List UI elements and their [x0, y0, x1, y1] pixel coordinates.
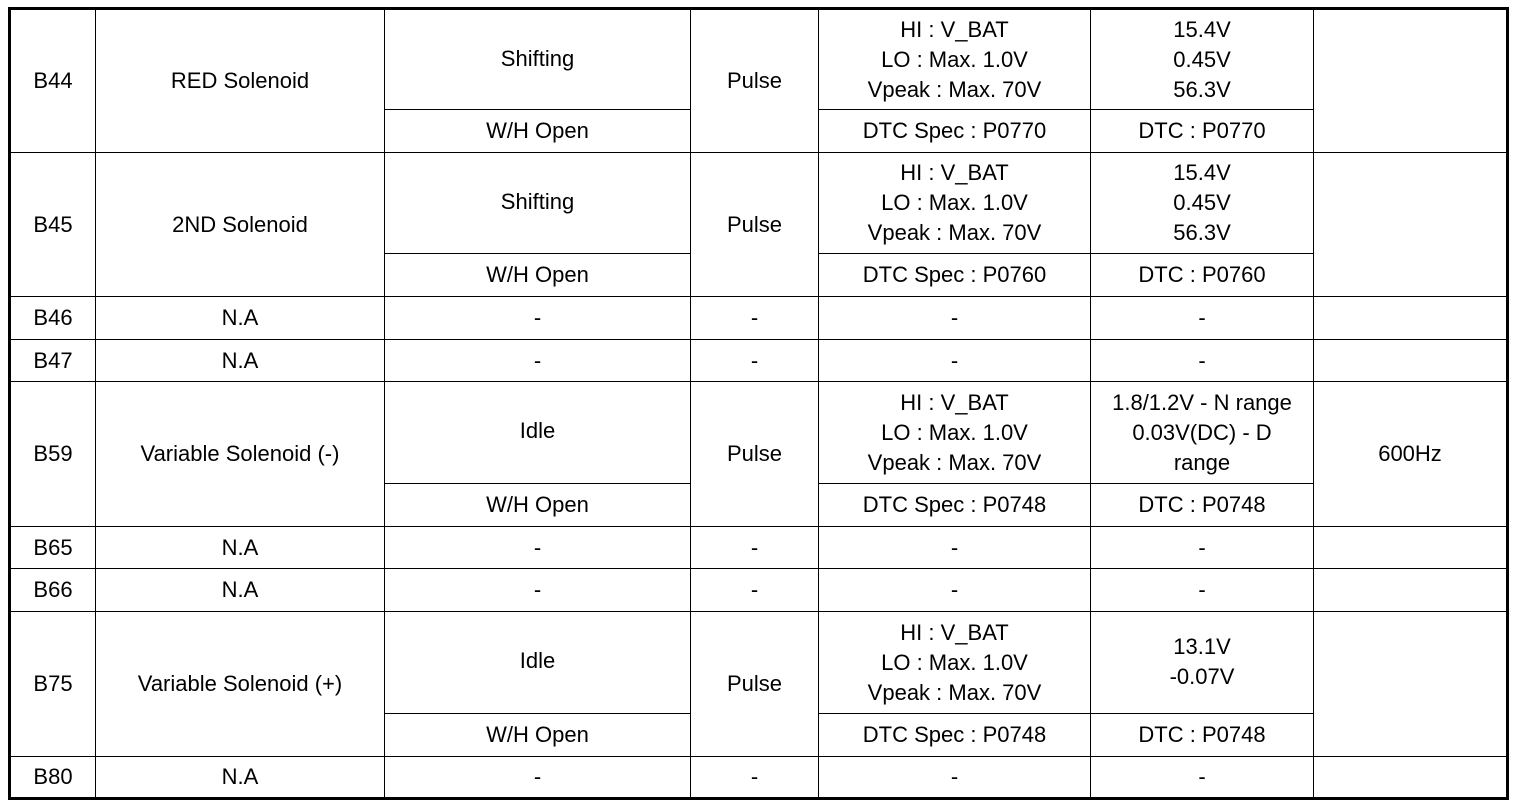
spec-line: HI : V_BAT	[900, 389, 1009, 415]
value-cell: -	[1091, 527, 1314, 569]
remark-cell: 600Hz	[1314, 382, 1508, 527]
pin-cell: B65	[10, 527, 96, 569]
pin-cell: B45	[10, 153, 96, 297]
condition-cell: -	[385, 757, 691, 799]
remark-cell	[1314, 527, 1508, 569]
pin-cell: B75	[10, 612, 96, 757]
spec-line: Vpeak : Max. 70V	[867, 220, 1042, 245]
pin-cell: B44	[10, 9, 96, 153]
remark-cell	[1314, 757, 1508, 799]
pin-cell: B59	[10, 382, 96, 527]
description-cell: N.A	[96, 340, 385, 382]
value-line: 56.3V	[1173, 220, 1231, 245]
condition-cell: W/H Open	[385, 110, 691, 153]
type-cell: Pulse	[691, 9, 819, 153]
condition-cell: -	[385, 340, 691, 382]
table-row	[10, 297, 1508, 340]
condition-cell: Idle	[385, 382, 691, 484]
spec-line: LO : Max. 1.0V	[881, 190, 1028, 215]
spec-cell	[819, 9, 1091, 110]
spec-cell: DTC Spec : P0770	[819, 110, 1091, 153]
condition-cell: W/H Open	[385, 484, 691, 527]
value-line: 0.03V(DC) - D	[1132, 419, 1272, 445]
table-row	[10, 569, 1508, 612]
condition-cell: Shifting	[385, 153, 691, 254]
condition-cell: W/H Open	[385, 254, 691, 297]
value-cell: -	[1091, 340, 1314, 382]
spec-line: LO : Max. 1.0V	[881, 649, 1028, 675]
remark-cell	[1314, 340, 1508, 382]
spec-line: HI : V_BAT	[900, 160, 1009, 185]
value-cell	[1091, 382, 1314, 484]
value-line: 15.4V	[1173, 16, 1231, 42]
spec-line: HI : V_BAT	[900, 16, 1009, 42]
spec-line: Vpeak : Max. 70V	[867, 76, 1042, 102]
pin-spec-table	[8, 7, 1509, 800]
type-cell: Pulse	[691, 382, 819, 527]
spec-cell: -	[819, 297, 1091, 340]
condition-cell: -	[385, 297, 691, 340]
table-row	[10, 757, 1508, 799]
type-cell: -	[691, 569, 819, 612]
value-cell: -	[1091, 757, 1314, 799]
spec-cell	[819, 382, 1091, 484]
remark-cell	[1314, 612, 1508, 757]
value-line: 0.45V	[1173, 46, 1231, 72]
spec-line: LO : Max. 1.0V	[881, 419, 1028, 445]
table-row	[10, 153, 1508, 254]
remark-cell	[1314, 297, 1508, 340]
value-cell: DTC : P0748	[1091, 484, 1314, 527]
value-cell: -	[1091, 297, 1314, 340]
pin-cell: B47	[10, 340, 96, 382]
type-cell: -	[691, 340, 819, 382]
value-cell	[1091, 153, 1314, 254]
value-line: 13.1V	[1173, 634, 1231, 659]
remark-cell	[1314, 569, 1508, 612]
table-row	[10, 9, 1508, 110]
spec-cell: -	[819, 569, 1091, 612]
condition-cell: Shifting	[385, 9, 691, 110]
description-cell: 2ND Solenoid	[96, 153, 385, 297]
value-cell: DTC : P0748	[1091, 714, 1314, 757]
value-line: 15.4V	[1173, 160, 1231, 185]
spec-cell	[819, 153, 1091, 254]
spec-cell: -	[819, 757, 1091, 799]
description-cell: N.A	[96, 527, 385, 569]
spec-line: Vpeak : Max. 70V	[867, 449, 1042, 475]
table-row	[10, 612, 1508, 714]
spec-cell	[819, 612, 1091, 714]
type-cell: Pulse	[691, 612, 819, 757]
spec-cell: -	[819, 340, 1091, 382]
pin-cell: B66	[10, 569, 96, 612]
type-cell: Pulse	[691, 153, 819, 297]
value-line: 1.8/1.2V - N range	[1112, 389, 1292, 415]
value-cell	[1091, 9, 1314, 110]
value-cell: DTC : P0770	[1091, 110, 1314, 153]
spec-line: LO : Max. 1.0V	[881, 46, 1028, 72]
spec-line: HI : V_BAT	[900, 619, 1009, 645]
table-row	[10, 382, 1508, 484]
spec-cell: DTC Spec : P0748	[819, 714, 1091, 757]
condition-cell: -	[385, 527, 691, 569]
pin-cell: B46	[10, 297, 96, 340]
spec-line: Vpeak : Max. 70V	[867, 679, 1042, 705]
remark-cell	[1314, 153, 1508, 297]
type-cell: -	[691, 297, 819, 340]
condition-cell: Idle	[385, 612, 691, 714]
type-cell: -	[691, 757, 819, 799]
spec-cell: DTC Spec : P0760	[819, 254, 1091, 297]
value-line: range	[1173, 449, 1231, 475]
description-cell: N.A	[96, 757, 385, 799]
remark-cell	[1314, 9, 1508, 153]
value-line: 0.45V	[1173, 190, 1231, 215]
description-cell: N.A	[96, 569, 385, 612]
description-cell: Variable Solenoid (+)	[96, 612, 385, 757]
description-cell: N.A	[96, 297, 385, 340]
condition-cell: W/H Open	[385, 714, 691, 757]
condition-cell: -	[385, 569, 691, 612]
spec-cell: DTC Spec : P0748	[819, 484, 1091, 527]
table-row	[10, 340, 1508, 382]
value-line: 56.3V	[1173, 76, 1231, 102]
description-cell: Variable Solenoid (-)	[96, 382, 385, 527]
table-row	[10, 527, 1508, 569]
value-cell: DTC : P0760	[1091, 254, 1314, 297]
value-cell	[1091, 612, 1314, 714]
value-line: -0.07V	[1169, 664, 1235, 689]
value-cell: -	[1091, 569, 1314, 612]
type-cell: -	[691, 527, 819, 569]
spec-cell: -	[819, 527, 1091, 569]
description-cell: RED Solenoid	[96, 9, 385, 153]
pin-cell: B80	[10, 757, 96, 799]
